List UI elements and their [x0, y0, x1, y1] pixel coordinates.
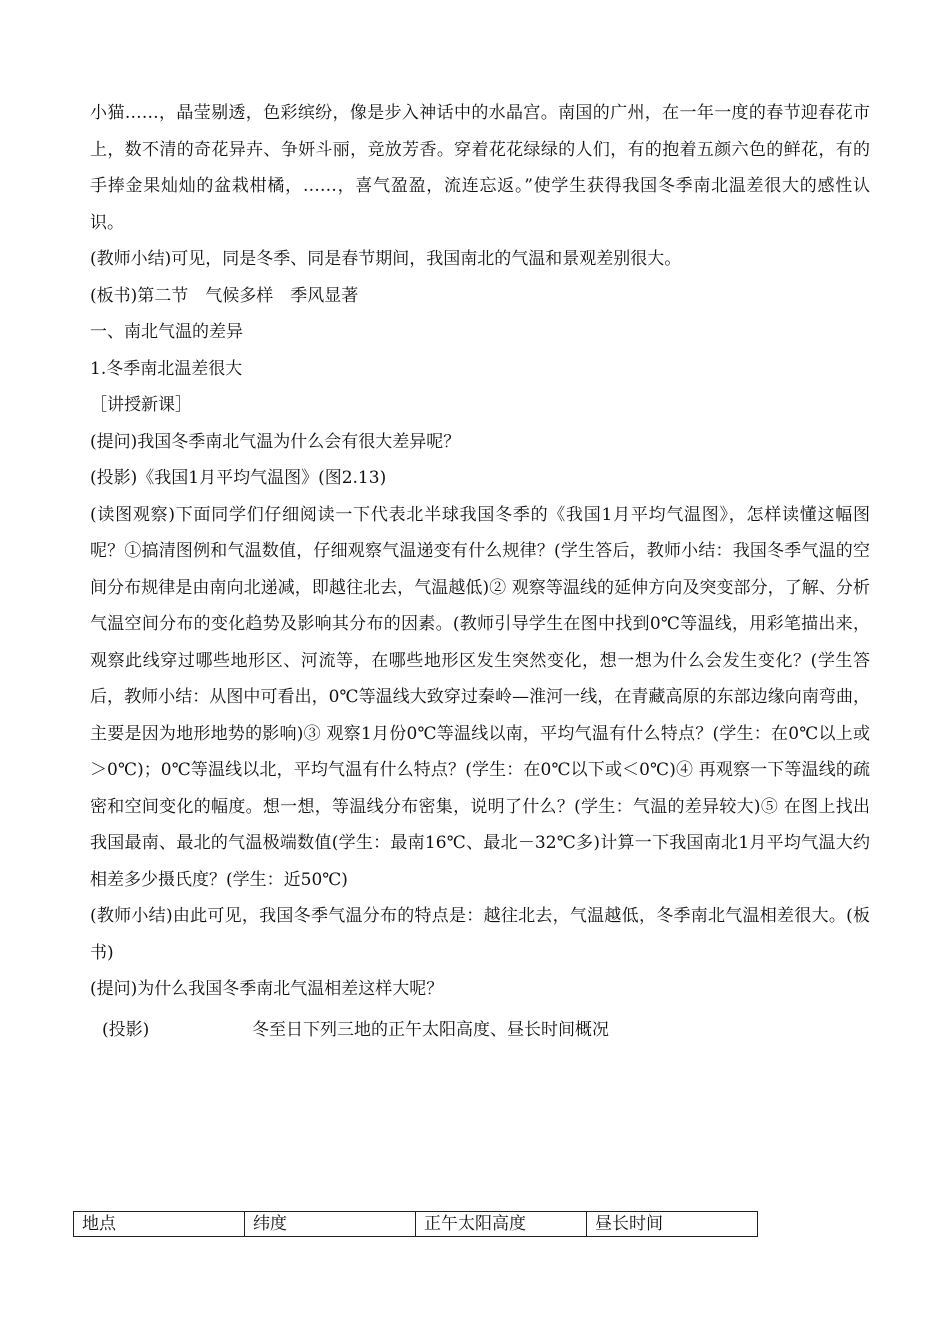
header-noon-sun-altitude: 正午太阳高度 — [416, 1212, 587, 1237]
caption-label: (投影) — [102, 1019, 150, 1040]
caption-title: 冬至日下列三地的正午太阳高度、昼长时间概况 — [252, 1019, 609, 1040]
paragraph-teacher-summary-2: (教师小结)由此可见，我国冬季气温分布的特点是：越往北去，气温越低，冬季南北气温相差很大。(板书) — [90, 906, 870, 963]
paragraph-question-2: (提问)为什么我国冬季南北气温相差这样大呢？ — [90, 979, 444, 999]
sun-altitude-table — [73, 1211, 758, 1237]
heading-temperature-difference: 一、南北气温的差异 — [90, 322, 243, 342]
paragraph-map-reading: (读图观察)下面同学们仔细阅读一下代表北半球我国冬季的《我国1月平均气温图》，怎样读懂这幅图呢？①搞清图例和气温数值，仔细观察气温递变有什么规律？(学生答后，教师小结：我国冬季气温的空间分布规律是由南向北递减，即越往北去，气温越低)② 观察等温线的延伸方向及突变部分，了解、分析气温空间分布的变化趋势及影响其分布的因素。(教师引导学生在图中找到0℃等温线，用彩笔描出来，观察此线穿过哪些地形区、河流等，在哪些地形区发生突然变化，想一想为什么会发生变化？(学生答后，教师小结：从图中可看出，0℃等温线大致穿过秦岭—淮河一线，在青藏高原的东部边缘向南弯曲，主要是因为地形地势的影响)③ 观察1月份0℃等温线以南，平均气温有什么特点？(学生：在0℃以上或＞0℃)；0℃等温线以北，平均气温有什么特点？(学生：在0℃以下或＜0℃)④ 再观察一下等温线的疏密和空间变化的幅度。想一想，等温线分布密集，说明了什么？(学生：气温的差异较大)⑤ 在图上找出我国最南、最北的气温极端数值(学生：最南16℃、最北－32℃多)计算一下我国南北1月平均气温大约相差多少摄氏度？(学生：近50℃) — [90, 504, 870, 890]
paragraph-question-1: (提问)我国冬季南北气温为什么会有很大差异呢？ — [90, 431, 461, 452]
header-location: 地点 — [74, 1212, 245, 1237]
header-daylength: 昼长时间 — [587, 1212, 758, 1237]
paragraph-board-section: (板书)第二节 气候多样 季风显著 — [90, 285, 359, 306]
paragraph-projection: (投影)《我国1月平均气温图》(图2.13) — [90, 468, 387, 488]
heading-winter-difference: 1.冬季南北温差很大 — [90, 358, 243, 379]
table-caption — [90, 1012, 870, 1048]
paragraph-intro: 小猫……，晶莹剔透，色彩缤纷，像是步入神话中的水晶宫。南国的广州，在一年一度的春节迎春花市上，数不清的奇花异卉、争妍斗丽，竞放芳香。穿着花花绿绿的人们，有的抱着五颜六色的鲜花，有的手捧金果灿灿的盆栽柑橘，……，喜气盈盈，流连忘返。”使学生获得我国冬季南北温差很大的感性认识。 — [90, 103, 870, 233]
paragraph-teacher-summary-1: (教师小结)可见，同是冬季、同是春节期间，我国南北的气温和景观差别很大。 — [90, 249, 682, 269]
heading-new-lesson: ［讲授新课］ — [90, 395, 192, 415]
document-body — [90, 95, 870, 1048]
table-header-row — [74, 1212, 758, 1237]
header-latitude: 纬度 — [245, 1212, 416, 1237]
